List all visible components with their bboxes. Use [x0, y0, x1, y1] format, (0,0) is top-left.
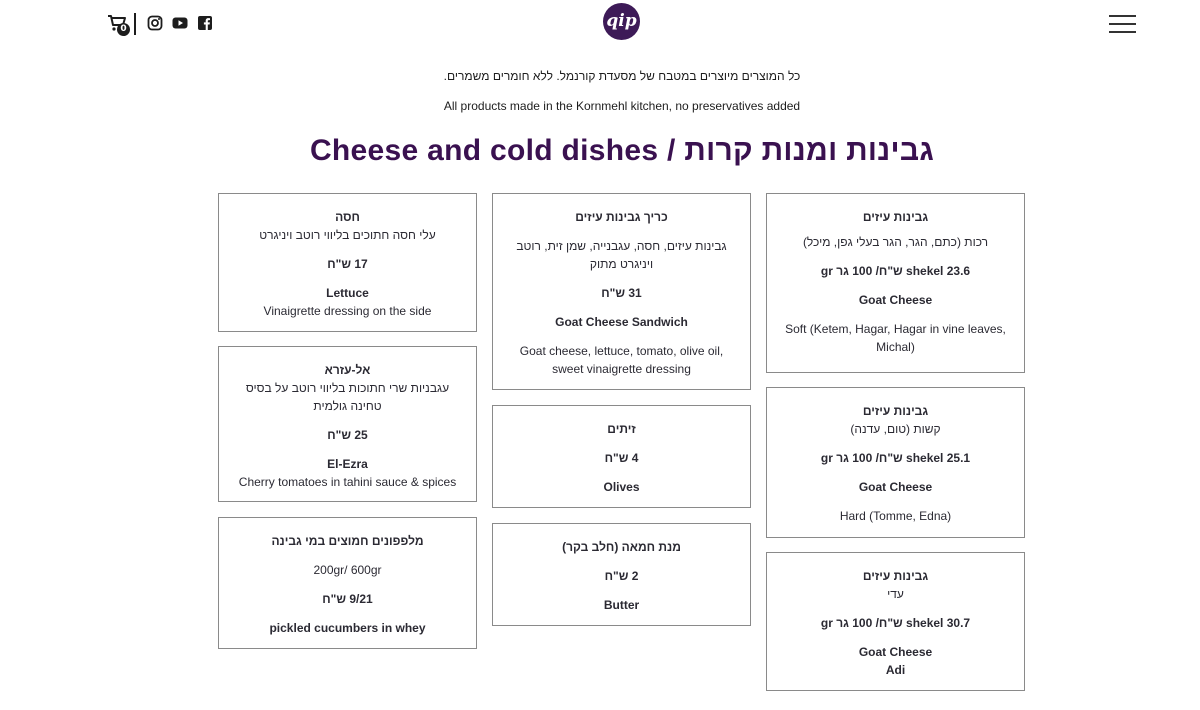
item-english-name: Goat Cheese — [858, 645, 933, 659]
item-price: 25 ש"ח — [327, 428, 368, 442]
brand-logo[interactable] — [603, 3, 640, 40]
item-hebrew-name: אל-עזרא — [324, 363, 371, 377]
item-hebrew-name: מלפפונים חמוצים במי גבינה — [271, 534, 424, 548]
menu-card-pickles — [218, 517, 477, 649]
facebook-link[interactable] — [197, 15, 213, 31]
item-hebrew-desc: עדי — [887, 587, 904, 601]
item-hebrew-desc: קשות (טום, עדנה) — [850, 422, 941, 436]
youtube-link[interactable] — [172, 15, 188, 31]
item-english-desc: Goat cheese, lettuce, tomato, olive oil, sweet vinaigrette dressing — [519, 344, 724, 376]
instagram-link[interactable] — [147, 15, 163, 31]
intro-english: All products made in the Kornmehl kitchen, no preservatives added — [443, 99, 801, 113]
item-price: 2 ש"ח — [604, 569, 639, 583]
item-english-desc: Hard (Tomme, Edna) — [839, 509, 952, 523]
cart-count-badge: 0 — [117, 23, 130, 36]
item-english-name: Butter — [603, 598, 640, 612]
youtube-icon — [172, 15, 188, 31]
item-english-name: Goat Cheese Sandwich — [555, 315, 688, 329]
item-price: 23.6 shekel ש"ח/ 100 גר gr — [820, 264, 971, 278]
item-hebrew-name: גבינות עיזים — [862, 210, 929, 224]
intro-hebrew: כל המוצרים מיוצרים במטבח של מסעדת קורנמל. ללא חומרים משמרים. — [443, 69, 801, 83]
item-hebrew-name: זיתים — [607, 422, 636, 436]
item-english-desc: Vinaigrette dressing on the side — [263, 304, 432, 318]
site-header — [0, 0, 1200, 50]
item-english-desc: Soft (Ketem, Hagar, Hagar in vine leaves, Michal) — [785, 322, 1006, 354]
header-divider — [134, 13, 136, 35]
item-english-desc: Adi — [885, 663, 906, 677]
menu-card-goat-hard — [766, 387, 1025, 538]
item-hebrew-name: כריך גבינות עיזים — [575, 210, 668, 224]
item-price: 30.7 shekel ש"ח/ 100 גר gr — [820, 616, 971, 630]
item-hebrew-desc: רכות (כתם, הגר, הגר בעלי גפן, מיכל) — [802, 235, 989, 249]
item-hebrew-name: גבינות עיזים — [862, 569, 929, 583]
menu-card-butter — [492, 523, 751, 626]
item-hebrew-desc: עלי חסה חתוכים בליווי רוטב ויניגרט — [259, 228, 436, 242]
menu-card-goat-adi — [766, 552, 1025, 691]
item-english-name: Goat Cheese — [858, 480, 933, 494]
item-price: 31 ש"ח — [601, 286, 642, 300]
item-price: 25.1 shekel ש"ח/ 100 גר gr — [820, 451, 971, 465]
item-english-name: El-Ezra — [327, 457, 368, 471]
item-price: 9/21 ש"ח — [322, 592, 373, 606]
item-hebrew-desc: גבינות עיזים, חסה, עגבנייה, שמן זית, רוטב ויניגרט מתוק — [516, 239, 727, 271]
item-price: 17 ש"ח — [327, 257, 368, 271]
logo-text: qip — [606, 11, 637, 31]
item-price: 4 ש"ח — [604, 451, 639, 465]
item-weights: 200gr/ 600gr — [313, 563, 382, 577]
item-hebrew-desc: עגבניות שרי חתוכות בליווי רוטב על בסיס טחינה גולמית — [245, 381, 450, 413]
menu-card-olives — [492, 405, 751, 508]
menu-card-el-ezra — [218, 346, 477, 502]
item-english-name: Olives — [603, 480, 640, 494]
menu-card-goat-soft — [766, 193, 1025, 373]
instagram-icon — [147, 15, 163, 31]
item-english-name: Lettuce — [326, 286, 369, 300]
cart-button[interactable] — [107, 14, 129, 36]
page-title: Cheese and cold dishes / גבינות ומנות קרות — [309, 134, 935, 167]
item-hebrew-name: מנת חמאה (חלב בקר) — [562, 540, 681, 554]
item-english-name: pickled cucumbers in whey — [269, 621, 426, 635]
menu-icon[interactable] — [1109, 15, 1136, 33]
menu-card-lettuce — [218, 193, 477, 332]
menu-card-sandwich — [492, 193, 751, 390]
facebook-icon — [197, 15, 213, 31]
item-hebrew-name: גבינות עיזים — [862, 404, 929, 418]
item-english-desc: Cherry tomatoes in tahini sauce & spices — [238, 475, 457, 489]
item-hebrew-name: חסה — [335, 210, 360, 224]
item-english-name: Goat Cheese — [858, 293, 933, 307]
